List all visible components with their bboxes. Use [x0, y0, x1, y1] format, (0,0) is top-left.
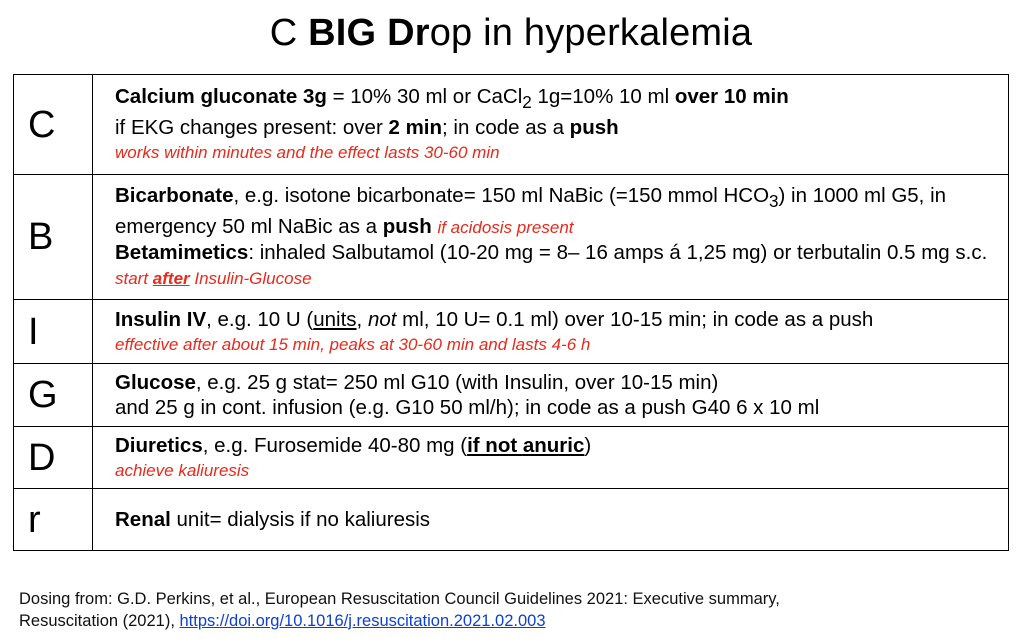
row-b-beta-text: : inhaled Salbutamol (10-20 mg = 8– 16 amps á 1,25 mg) or terbutalin 0.5 mg s.c. [248, 241, 988, 265]
row-b-text: , e.g. isotone bicarbonate= 150 ml NaBic (=150 mmol HCO [233, 183, 770, 207]
row-r [14, 489, 1009, 551]
row-d-note: achieve kaliuresis [115, 460, 250, 480]
row-i-comma: , [356, 307, 368, 331]
row-i-line1 [115, 307, 1002, 332]
row-c-code: ; in code as a [442, 116, 570, 140]
row-b-beta [115, 240, 1002, 291]
letter-r: r [14, 489, 93, 551]
row-i-not: not [367, 307, 397, 331]
mnemonic-table [13, 74, 1009, 551]
row-d-not-anuric: if not anuric [467, 433, 585, 457]
row-i-body [93, 300, 1009, 364]
glucose-label: Glucose [115, 371, 196, 394]
row-r-line1 [115, 507, 1002, 532]
row-r-text: unit= dialysis if no kaliuresis [170, 508, 431, 531]
row-g-text: , e.g. 25 g stat= 250 ml G10 (with Insulin, over 10-15 min) [195, 371, 719, 394]
row-c-line1 [115, 84, 1002, 115]
row-d-paren: ) [584, 433, 592, 457]
title-prefix: C [269, 12, 309, 54]
page-title [0, 12, 1022, 55]
insulin-label: Insulin IV [115, 307, 207, 331]
row-c-2min: 2 min [388, 116, 443, 140]
row-b-start-note: start [115, 269, 153, 289]
row-b-acidosis-note: if acidosis present [437, 218, 574, 238]
row-b-after-note: after [152, 269, 190, 289]
row-b-text2: ) in 1000 ml G5, in emergency 50 ml NaBic as a [115, 183, 947, 239]
row-i-text: , e.g. 10 U ( [206, 307, 314, 331]
row-i-note: effective after about 15 min, peaks at 30-60 min and lasts 4-6 h [115, 334, 591, 354]
row-b-bicarb [115, 183, 1002, 240]
row-d-body [93, 427, 1009, 489]
row-b-push: push [382, 215, 432, 239]
renal-label: Renal [115, 508, 171, 531]
doi-link[interactable]: https://doi.org/10.1016/j.resuscitation.2021.02.003 [179, 612, 546, 630]
hco3-subscript: 3 [769, 192, 779, 212]
row-c-body [93, 75, 1009, 175]
row-i-units: units [313, 307, 357, 331]
row-g-line2: and 25 g in cont. infusion (e.g. G10 50 ml/h); in code as a push G40 6 x 10 ml [115, 396, 820, 419]
row-g-line1 [115, 370, 1002, 395]
bicarbonate-label: Bicarbonate [115, 183, 234, 207]
citation-footer [19, 588, 1009, 632]
citation-source: Resuscitation (2021), [19, 612, 180, 630]
row-b-body [93, 175, 1009, 300]
betamimetics-label: Betamimetics [115, 241, 249, 265]
calcium-label: Calcium gluconate 3g [115, 84, 327, 108]
row-d-text: , e.g. Furosemide 40-80 mg ( [202, 433, 468, 457]
row-c-line2 [115, 115, 1002, 140]
row-c-ekg: if EKG changes present: over [115, 116, 389, 140]
diuretics-label: Diuretics [115, 433, 203, 457]
row-c-text: = 10% 30 ml or CaCl [326, 84, 523, 108]
letter-d: D [14, 427, 93, 489]
letter-i: I [14, 300, 93, 364]
row-c-text2: 1g=10% 10 ml [531, 84, 675, 108]
title-rest: op in hyperkalemia [429, 12, 753, 54]
row-c-push: push [569, 116, 619, 140]
letter-g: G [14, 364, 93, 427]
title-dr: Dr [387, 12, 430, 54]
row-b [14, 175, 1009, 300]
row-c-note: works within minutes and the effect lasts 30-60 min [115, 143, 500, 163]
row-i [14, 300, 1009, 364]
row-c [14, 75, 1009, 175]
row-g-body [93, 364, 1009, 427]
row-i-text2: ml, 10 U= 0.1 ml) over 10-15 min; in code as a push [396, 307, 874, 331]
title-big: BIG [308, 12, 377, 54]
letter-c: C [14, 75, 93, 175]
row-d [14, 427, 1009, 489]
cacl-subscript: 2 [522, 93, 532, 113]
row-c-over10: over 10 min [674, 84, 789, 108]
letter-b: B [14, 175, 93, 300]
citation-line1: Dosing from: G.D. Perkins, et al., European Resuscitation Council Guidelines 2021: Executive summary, [19, 590, 780, 608]
citation-line2 [19, 610, 1009, 632]
title-sep [376, 12, 387, 54]
row-d-line1 [115, 433, 1002, 458]
row-r-body [93, 489, 1009, 551]
row-g [14, 364, 1009, 427]
row-b-insulin-note: Insulin-Glucose [189, 269, 312, 289]
